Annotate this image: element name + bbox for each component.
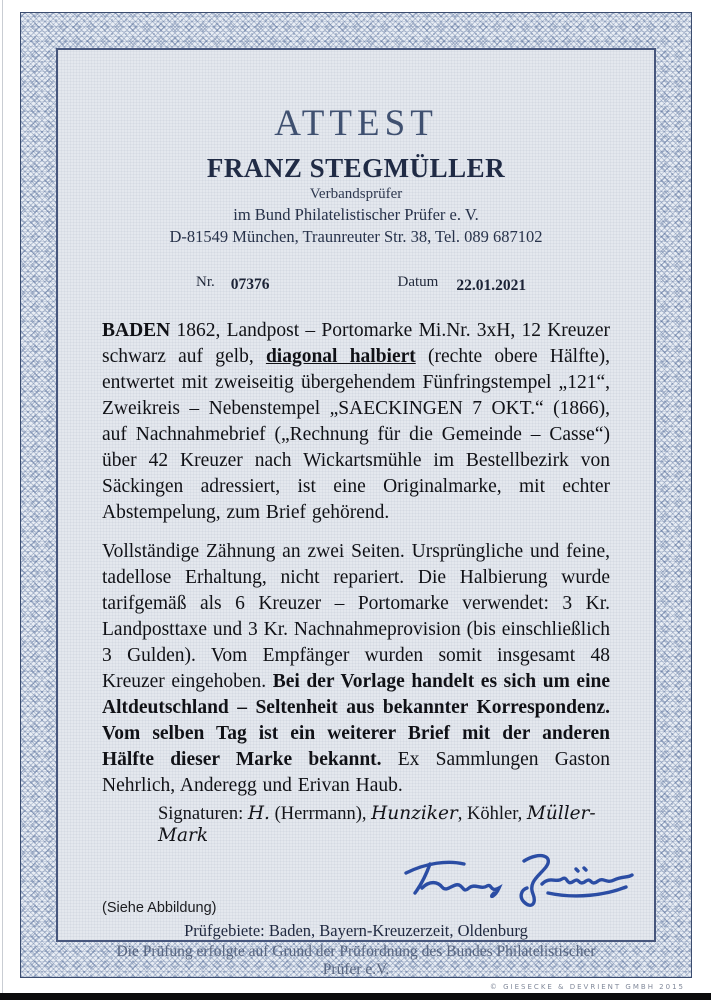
expertise-areas: Prüfgebiete: Baden, Bayern-Kreuzerzeit, Oldenburg xyxy=(184,921,528,940)
legal-note: Die Prüfung erfolgte auf Grund der Prüfordnung des Bundes Philatelistischer Prüfer e.V. xyxy=(116,943,596,978)
certificate-meta-row xyxy=(102,273,610,294)
description-paragraph: BADEN 1862, Landpost – Portomarke Mi.Nr. 3xH, 12 Kreuzer schwarz auf gelb, diagonal halbiert (rechte obere Hälfte), entwertet mit zweiseitig übergehendem Fünfringstempel „121“, Zweikreis – Nebenstempel „SAECKINGEN 7 OKT.“ (1866), auf Nachnahmebrief („Rechnung für die Gemeinde – Casse“) über 42 Kreuzer nach Wickartsmühle im Bestellbezirk von Säckingen adressiert, ist eine Originalmarke, mit echter Abstempelung, zum Brief gehörend. xyxy=(102,320,610,523)
printer-copyright: © GIESECKE & DEVRIENT GMBH 2015 xyxy=(489,983,685,991)
scan-edge-bottom xyxy=(0,993,711,1000)
scan-edge xyxy=(2,0,3,1000)
certificate-inner-panel xyxy=(56,48,656,978)
prior-signatures-line: Signaturen: H. (Herrmann), Hunziker, Köhler, Müller-Mark xyxy=(158,803,596,846)
examiner-address: D-81549 München, Traunreuter Str. 38, Tel. 089 687102 xyxy=(169,227,543,246)
certificate-content xyxy=(58,102,654,992)
certificate-footer xyxy=(102,900,610,979)
certificate-body xyxy=(102,318,610,799)
certificate-guilloche-border xyxy=(20,12,692,978)
see-figure-note: (Siehe Abbildung) xyxy=(102,900,217,916)
signature-name-text: Franz Stegmüller xyxy=(400,834,511,851)
condition-paragraph: Vollständige Zähnung an zwei Seiten. Ursprüngliche und feine, tadellose Erhaltung, nicht repariert. Die Halbierung wurde tarifgemäß als 6 Kreuzer – Portomarke verwendet: 3 Kr. Landposttaxe und 3 Kr. Nachnahmeprovision (bis einschließlich 3 Gulden). Vom Empfänger wurden somit insgesamt 48 Kreuzer eingehoben. Bei der Vorlage handelt es sich um eine Altdeutschland – Seltenheit aus bekannter Korrespondenz. Vom selben Tag ist ein weiterer Brief mit der anderen Hälfte dieser Marke bekannt. Ex Sammlungen Gaston Nehrlich, Anderegg und Erivan Haub. xyxy=(102,541,611,796)
examiner-role: Verbandsprüfer xyxy=(309,186,403,202)
date-label: Datum xyxy=(397,274,439,290)
certificate-title: ATTEST xyxy=(274,103,438,144)
number-label: Nr. xyxy=(196,274,215,290)
certificate-date: 22.01.2021 xyxy=(456,277,527,294)
examiner-association: im Bund Philatelistischer Prüfer e. V. xyxy=(233,205,479,224)
examiner-name: FRANZ STEGMÜLLER xyxy=(206,153,506,183)
certificate-number: 07376 xyxy=(230,276,270,293)
